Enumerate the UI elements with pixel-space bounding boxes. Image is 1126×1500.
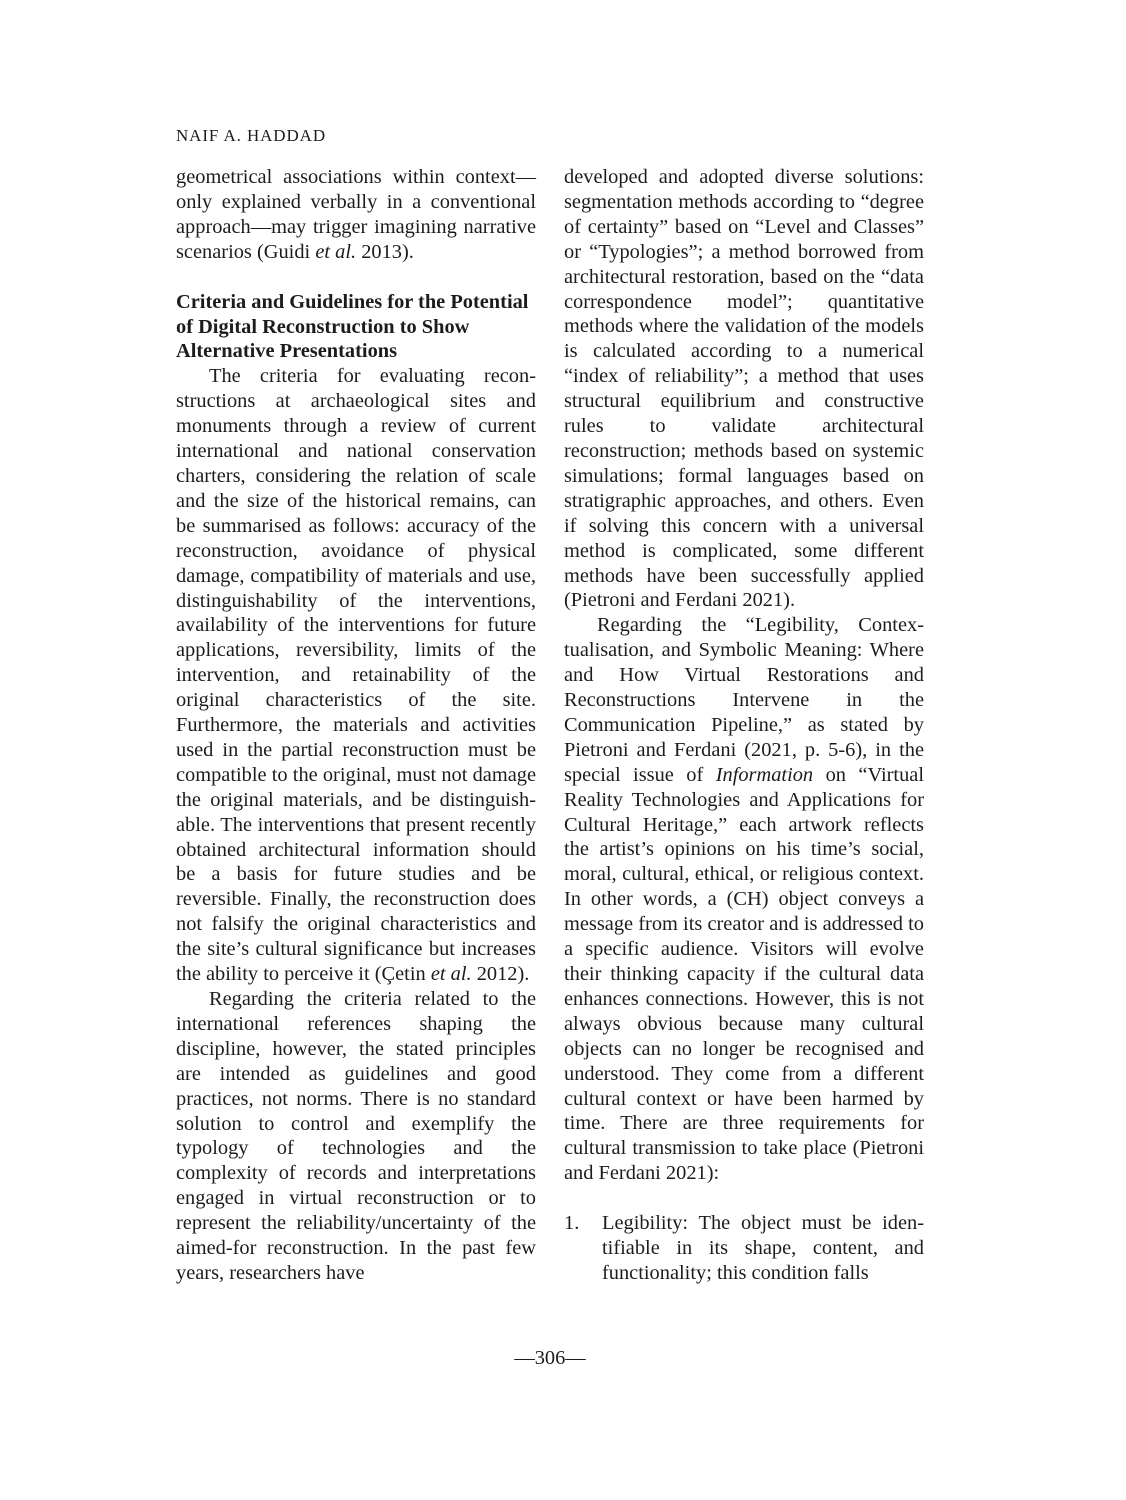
page-number: —306— — [514, 1347, 586, 1369]
two-column-text-block — [176, 165, 924, 1286]
body-paragraph: Regarding the criteria related to the international references shaping the discipline, however, the stated principles are intended as guidelines and good practices, not norms. There is no standard solution to control and exemplify the typology of technologies and the complexity of records and interpretations engaged in virtual reconstruction or to represent the reliability/uncertainty of the aimed-for reconstruction. In the past few years, researchers have — [176, 988, 536, 1284]
right-column — [564, 165, 924, 1286]
body-paragraph: developed and adopted diverse solutions: segmentation methods according to “degree of certainty” based on “Level and Classes” or “Typologies”; a method borrowed from architectural restoration, based on the “data correspondence model”; quantitative methods where the validation of the models is calculated according to a numerical “index of reliability”; a method that uses structural equilibrium and constructive rules to validate architectural reconstruction; methods based on systemic simulations; formal languages based on stratigraphic approaches, and others. Even if solving this concern with a universal method is complicated, some different methods have been successfully applied (Pietroni and Ferdani 2021). — [564, 166, 924, 612]
numbered-list-item — [564, 1211, 924, 1286]
list-item-text: Legibility: The object must be identifiable in its shape, content, and functionality; this condition falls — [602, 1212, 924, 1284]
running-header-author: NAIF A. HADDAD — [176, 126, 327, 145]
list-item-number: 1. — [564, 1212, 580, 1235]
left-column — [176, 165, 536, 1286]
body-paragraph: The criteria for evaluating reconstructions at archaeological sites and monuments through a review of current international and national conservation charters, considering the relation of scale and the size of the historical remains, can be summarised as follows: accuracy of the reconstruction, avoidance of physical damage, compatibility of materials and use, distinguishability of the interventions, availability of the interventions for future applications, reversibility, limits of the intervention, and retainability of the original characteristics of the site. Furthermore, the materials and activities used in the partial reconstruction must be compatible to the original, must not damage the original materials, and be distinguishable. The interventions that present recently obtained architectural information should be a basis for future studies and be reversible. Finally, the reconstruction does not falsify the original characteristics and the site’s cultural significance but increases the ability to perceive it (Çetin et al. 2012). — [176, 365, 536, 986]
body-paragraph: geometrical associations within context—only explained verbally in a conventional approach—may trigger imagining narrative scenarios (Guidi et al. 2013). — [176, 166, 536, 263]
section-heading: Criteria and Guidelines for the Potential of Digital Reconstruction to Show Alternative Presentations — [176, 290, 529, 363]
body-paragraph: Regarding the “Legibility, Contextualisation, and Symbolic Meaning: Where and How Virtual Restorations and Reconstructions Intervene in the Communication Pipeline,” as stated by Pietroni and Ferdani (2021, p. 5-6), in the special issue of Information on “Virtual Reality Technologies and Applications for Cultural Heritage,” each artwork reflects the artist’s opinions on his time’s social, moral, cultural, ethical, or religious context. In other words, a (CH) object conveys a message from its creator and is addressed to a specific audience. Visitors will evolve their thinking capacity if the cultural data enhances connections. However, this is not always obvious because many cultural objects can no longer be recognised and understood. They come from a different cultural context or have been harmed by time. There are three requirements for cultural transmission to take place (Pietroni and Ferdani 2021): — [564, 614, 924, 1185]
